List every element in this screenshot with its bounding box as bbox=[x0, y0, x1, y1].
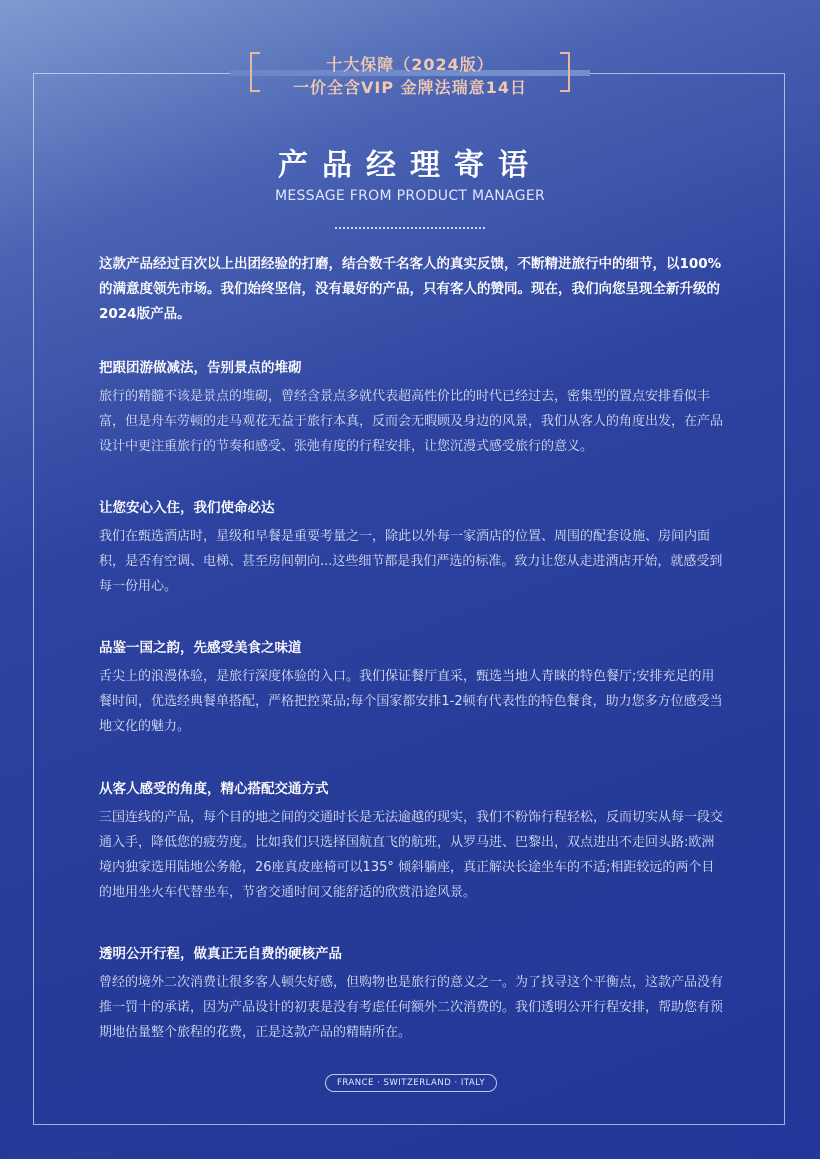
right-bracket bbox=[560, 52, 570, 92]
dotted-divider bbox=[335, 227, 485, 229]
section-heading: 把跟团游做减法，告别景点的堆砌 bbox=[99, 360, 302, 376]
page-title: 产品经理寄语 bbox=[278, 148, 542, 183]
section-1 bbox=[99, 358, 723, 459]
section-body: 三国连线的产品，每个目的地之间的交通时长是无法逾越的现实，我们不粉饰行程轻松，反而切实从每一段交通入手，降低您的疲劳度。比如我们只选择国航直飞的航班，从罗马进、巴黎出，双点进出不走回头路:欧洲境内独家选用陆地公务舱，26座真皮座椅可以135° 倾斜躺座，真正解决长途坐车的不适;相距较远的两个目的地用坐火车代替坐车，节省交通时间又能舒适的欣赏沿途风景。 bbox=[99, 810, 724, 900]
section-3 bbox=[99, 638, 723, 739]
section-4 bbox=[99, 779, 723, 905]
section-heading: 品鉴一国之韵，先感受美食之味道 bbox=[99, 640, 302, 656]
section-body: 舌尖上的浪漫体验，是旅行深度体验的入口。我们保证餐厅直采，甄选当地人青睐的特色餐厅;安排充足的用餐时间，优选经典餐单搭配，严格把控菜品;每个国家都安排1-2顿有代表性的特色餐食，助力您多方位感受当地文化的魅力。 bbox=[99, 669, 723, 734]
intro-paragraph: 这款产品经过百次以上出团经验的打磨，结合数千名客人的真实反馈，不断精进旅行中的细节，以100%的满意度领先市场。我们始终坚信，没有最好的产品，只有客人的赞同。现在，我们向您呈现全新升级的2024版产品。 bbox=[99, 256, 722, 322]
footer-countries-pill: FRANCE · SWITZERLAND · ITALY bbox=[325, 1074, 497, 1092]
header-line-2: 一价全含VIP 金牌法瑞意14日 bbox=[293, 78, 527, 97]
left-bracket bbox=[250, 52, 260, 92]
section-5 bbox=[99, 944, 723, 1045]
section-heading: 从客人感受的角度，精心搭配交通方式 bbox=[99, 781, 329, 797]
header-line-1: 十大保障（2024版） bbox=[326, 55, 494, 74]
section-heading: 让您安心入住，我们使命必达 bbox=[99, 500, 275, 516]
section-body: 曾经的境外二次消费让很多客人顿失好感，但购物也是旅行的意义之一。为了找寻这个平衡点，这款产品没有推一罚十的承诺，因为产品设计的初衷是没有考虑任何额外二次消费的。我们透明公开行程安排，帮助您有预期地估量整个旅程的花费，正是这款产品的精睛所在。 bbox=[99, 975, 724, 1040]
section-body: 旅行的精髓不该是景点的堆砌，曾经含景点多就代表超高性价比的时代已经过去，密集型的置点安排看似丰富，但是舟车劳顿的走马观花无益于旅行本真，反而会无暇顾及身边的风景，我们从客人的角度出发，在产品设计中更注重旅行的节奏和感受、张弛有度的行程安排，让您沉漫式感受旅行的意义。 bbox=[99, 389, 724, 454]
page-subtitle: MESSAGE FROM PRODUCT MANAGER bbox=[274, 188, 546, 204]
section-body: 我们在甄选酒店时，星级和早餐是重要考量之一，除此以外每一家酒店的位置、周围的配套设施、房间内面积，是否有空调、电梯、甚至房间朝向...这些细节都是我们严选的标准。致力让您从走进酒店开始，就感受到每一份用心。 bbox=[99, 529, 723, 594]
section-2 bbox=[99, 498, 723, 599]
section-heading: 透明公开行程，做真正无自费的硬核产品 bbox=[99, 946, 342, 962]
